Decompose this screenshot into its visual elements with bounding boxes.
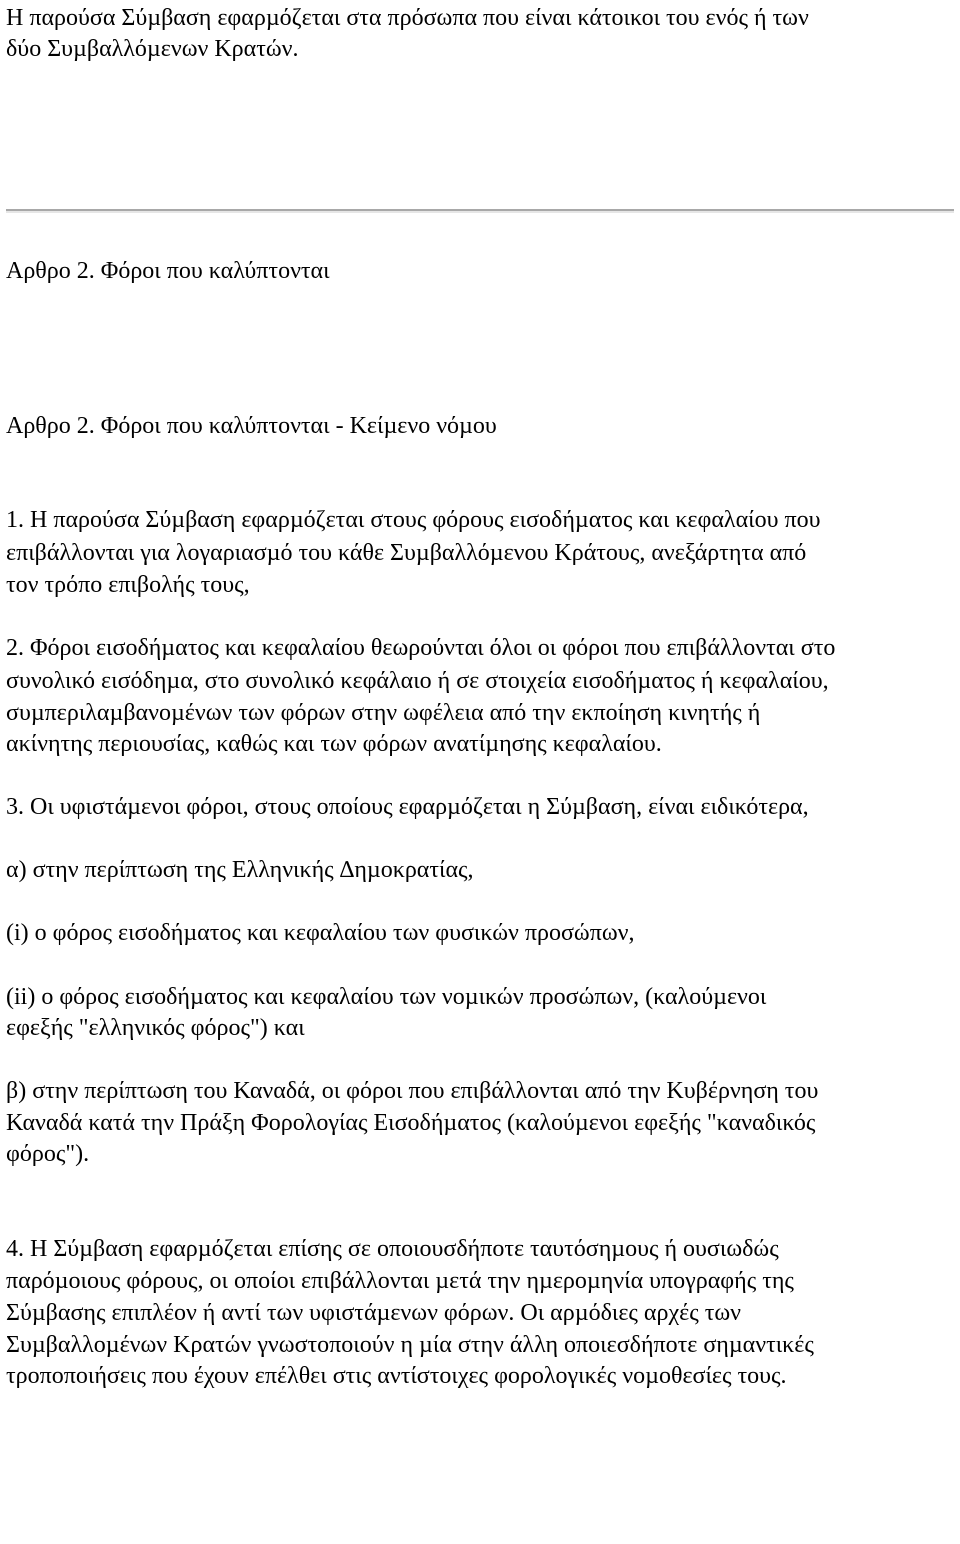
intro-line: Η παρούσα Σύµβαση εφαρµόζεται στα πρόσωπα που είναι κάτοικοι του ενός ή των: [6, 5, 809, 31]
paragraph-2-line: συνολικό εισόδηµα, στο συνολικό κεφάλαιο ή σε στοιχεία εισοδήµατος ή κεφαλαίου,: [6, 668, 829, 694]
horizontal-divider: [6, 209, 954, 213]
paragraph-1-line: τον τρόπο επιβολής τους,: [6, 572, 250, 598]
intro-line: δύο Συµβαλλόµενων Κρατών.: [6, 36, 299, 62]
paragraph-4-line: Συµβαλλοµένων Κρατών γνωστοποιούν η µία στην άλλη οποιεσδήποτε σηµαντικές: [6, 1332, 814, 1358]
paragraph-2-line: ακίνητης περιουσίας, καθώς και των φόρων ανατίµησης κεφαλαίου.: [6, 731, 662, 757]
paragraph-4-line: 4. Η Σύµβαση εφαρµόζεται επίσης σε οποιουσδήποτε ταυτόσηµους ή ουσιωδώς: [6, 1236, 779, 1262]
paragraph-2-line: 2. Φόροι εισοδήµατος και κεφαλαίου θεωρούνται όλοι οι φόροι που επιβάλλονται στο: [6, 635, 836, 661]
article-heading: Αρθρο 2. Φόροι που καλύπτονται: [6, 258, 330, 284]
item-b-line: Καναδά κατά την Πράξη Φορολογίας Εισοδήµατος (καλούµενοι εφεξής "καναδικός: [6, 1110, 816, 1136]
paragraph-3: 3. Οι υφιστάµενοι φόροι, στους οποίους εφαρµόζεται η Σύµβαση, είναι ειδικότερα,: [6, 794, 809, 820]
paragraph-4-line: τροποποιήσεις που έχουν επέλθει στις αντίστοιχες φορολογικές νοµοθεσίες τους.: [6, 1363, 787, 1389]
item-b-line: β) στην περίπτωση του Καναδά, οι φόροι που επιβάλλονται από την Κυβέρνηση του: [6, 1078, 819, 1104]
paragraph-4-line: παρόµοιους φόρους, οι οποίοι επιβάλλονται µετά την ηµεροµηνία υπογραφής της: [6, 1268, 794, 1294]
item-ii-line: εφεξής "ελληνικός φόρος") και: [6, 1015, 305, 1041]
item-a: α) στην περίπτωση της Ελληνικής ∆ηµοκρατίας,: [6, 857, 474, 883]
item-i: (i) ο φόρος εισοδήµατος και κεφαλαίου των φυσικών προσώπων,: [6, 920, 635, 946]
item-ii-line: (ii) ο φόρος εισοδήµατος και κεφαλαίου των νοµικών προσώπων, (καλούµενοι: [6, 984, 767, 1010]
paragraph-1-line: 1. Η παρούσα Σύµβαση εφαρµόζεται στους φόρους εισοδήµατος και κεφαλαίου που: [6, 507, 821, 533]
item-b-line: φόρος").: [6, 1141, 90, 1167]
paragraph-4-line: Σύµβασης επιπλέον ή αντί των υφιστάµενων φόρων. Οι αρµόδιες αρχές των: [6, 1300, 741, 1326]
article-text-heading: Αρθρο 2. Φόροι που καλύπτονται - Κείµενο νόµου: [6, 413, 497, 439]
paragraph-1-line: επιβάλλονται για λογαριασµό του κάθε Συµβαλλόµενου Κράτους, ανεξάρτητα από: [6, 540, 807, 566]
paragraph-2-line: συµπεριλαµβανοµένων των φόρων στην ωφέλεια από την εκποίηση κινητής ή: [6, 700, 761, 726]
